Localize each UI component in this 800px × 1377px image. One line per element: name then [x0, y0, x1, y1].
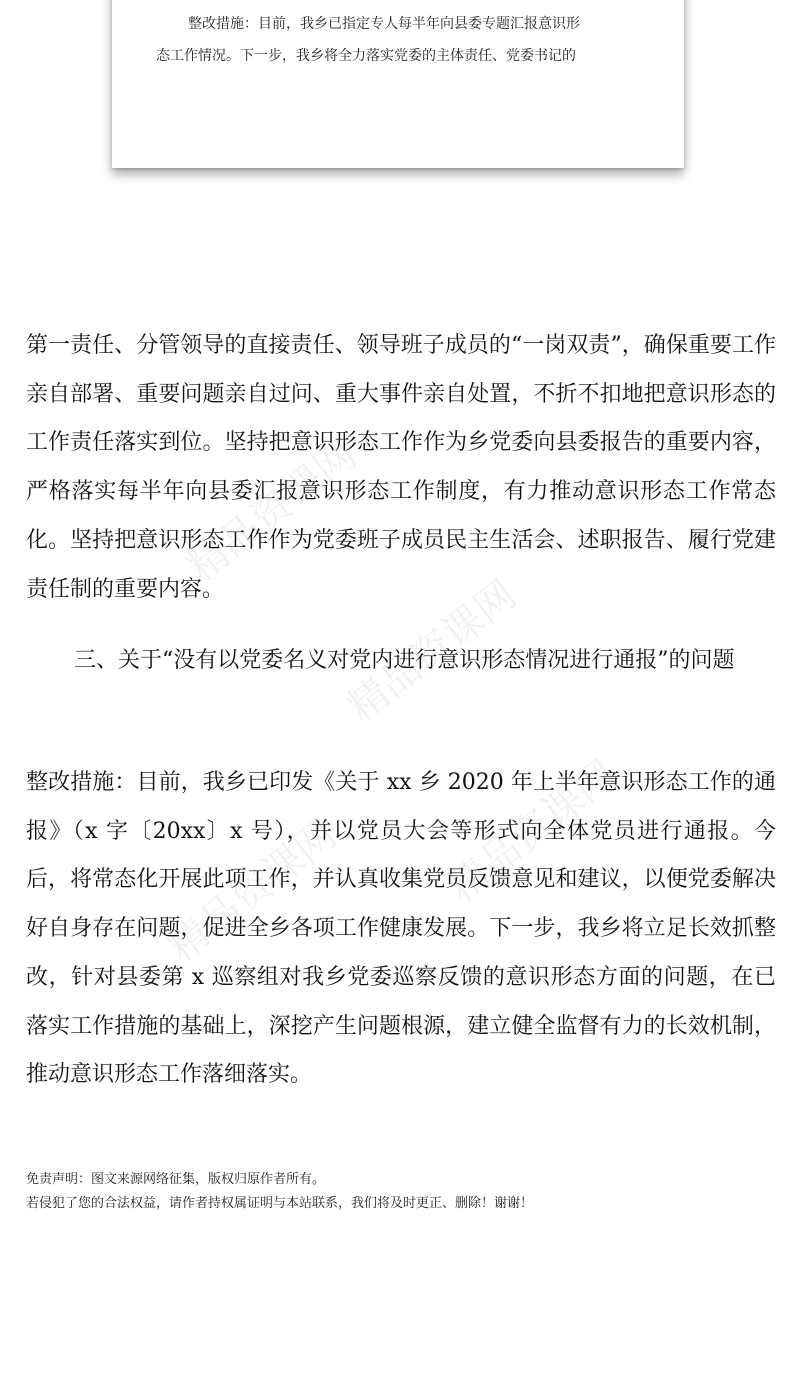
preview-line-2: 态工作情况。下一步，我乡将全力落实党委的主体责任、党委书记的 — [156, 48, 576, 64]
body-paragraph-1: 第一责任、分管领导的直接责任、领导班子成员的“一岗双责”，确保重要工作亲自部署、重要问题亲自过问、重大事件亲自处置，不折不扣地把意识形态的工作责任落实到位。坚持把意识形态工作作为乡党委向县委报告的重要内容，严格落实每半年向县委汇报意识形态工作制度，有力推动意识形态工作常态化。坚持把意识形态工作作为党委班子成员民主生活会、述职报告、履行党建责任制的重要内容。 — [26, 333, 776, 602]
watermark: 精品资课网 — [339, 571, 526, 731]
disclaimer-line-2: 若侵犯了您的合法权益，请作者持权属证明与本站联系，我们将及时更正、删除！谢谢！ — [26, 1196, 534, 1211]
body-paragraph-3: 整改措施：目前，我乡已印发《关于 xx 乡 2020 年上半年意识形态工作的通报》（x 字〔20xx〕x 号），并以党员大会等形式向全体党员进行通报。今后，将常态化开展此项工作，并认真收集党员反馈意见和建议，以便党委解决好自身存在问题，促进全乡各项工作健康发展。下一步，我乡将立足长效抓整改，针对县委第 x 巡察组对我乡党委巡察反馈的意识形态方面的问题，在已落实工作措施的基础上，深挖产生问题根源，建立健全监督有力的长效机制，推动意识形态工作落细落实。 — [26, 770, 776, 1088]
preview-line-1: 整改措施：目前，我乡已指定专人每半年向县委专题汇报意识形 — [188, 16, 580, 32]
section-heading-3: 三、关于“没有以党委名义对党内进行意识形态情况进行通报”的问题 — [74, 648, 735, 673]
disclaimer — [26, 1168, 786, 1216]
watermark: 精品资课网 — [179, 431, 366, 591]
disclaimer-line-1: 免责声明：图文来源网络征集，版权归原作者所有。 — [26, 1172, 326, 1187]
document-preview-card — [112, 0, 684, 168]
watermark: 精品资课网 — [159, 811, 346, 971]
watermark: 精品资课网 — [439, 751, 626, 911]
